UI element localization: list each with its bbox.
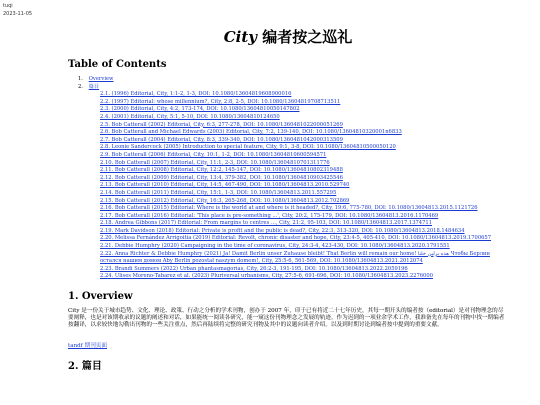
toc-subitem bbox=[100, 160, 508, 168]
toc-subitem bbox=[100, 91, 508, 99]
toc-number: 1. bbox=[78, 76, 83, 82]
toc-subitem bbox=[100, 243, 508, 251]
toc-subitem bbox=[100, 106, 508, 114]
toc-sublink[interactable]: 2.3. (2000) Editorial, City, 4:2, 173-174, DOI: 10.1080/13604810050147802 bbox=[100, 106, 300, 113]
toc-sublink[interactable]: 2.22. Anna Richter & Debbie Humphry (2021) Ja! Damit Berlin unser Zuhause bleibt! That Berlin will remain our home! هذه برلين خلنا Чтобы Берлин остался нашим домом Aby Berlin pozostał naszym domem!, City, 25:5-6, 561-569, DOI: 10.1080/13604813.2021.2012074 bbox=[100, 250, 490, 265]
toc-sublink[interactable]: 2.11. Bob Catterall (2008) Editorial, City, 12:2, 145-147, DOI: 10.1080/13604810802319488 bbox=[100, 167, 343, 174]
toc-sublink[interactable]: 2.2. (1997) Editorial: whose millennium?, City, 2:8, 2-5, DOI: 10.1080/13604819708713511 bbox=[100, 98, 341, 105]
toc-item-pianmu bbox=[78, 84, 508, 281]
toc-sublink[interactable]: 2.16. Bob Catterall (2015) Editorial: Where is the world at and where is it headed?, City, 19:6, 775-780, DOI: 10.1080/13604813.2015.1121726 bbox=[100, 205, 478, 212]
toc-sublink[interactable]: 2.24. Ulises Moreno-Tabarez et al. (2023) Pluriversal urbanisms, City, 27:5-6, 691-696, DOI: 10.1080/13604813.2023.2276000 bbox=[100, 273, 433, 280]
toc-subitem bbox=[100, 167, 508, 175]
section-heading-overview: 1. Overview bbox=[68, 291, 133, 303]
toc-sublink[interactable]: 2.17. Bob Catterall (2016) Editorial: 'This place is pre-something ...', City, 20:2, 175-179, DOI: 10.1080/13604813.2016.1170469 bbox=[100, 212, 439, 219]
toc-link-pianmu[interactable]: 篇目 bbox=[88, 83, 100, 90]
journal-page-link[interactable]: tandf 期刊页面 bbox=[68, 342, 107, 349]
toc-sublink[interactable]: 2.20. Melissa Fernández Arrigoitia (2019) Editorial: Revolt, chronic disaster and hope, City, 23:4-5, 405-410, DOI: 10.1080/13604813.2019.1700657 bbox=[100, 235, 492, 242]
toc-sublink[interactable]: 2.4. (2001) Editorial, City, 5:1, 5-10, DOI: 10.1080/13604810124650 bbox=[100, 113, 280, 120]
toc-sublist bbox=[78, 91, 508, 281]
toc-subitem bbox=[100, 251, 508, 266]
publish-date: 2023-11-05 bbox=[3, 11, 33, 17]
toc-item-overview bbox=[78, 76, 508, 84]
overview-paragraph: City 是一份关于城市趋势、文化、理论、政策、行动之分析的学术刊物，创办于 2007 年，印于已有将近二十七年历史，其每一期开头的编者按（editorial）是对刊物理念的尽要阐释，也是对该期收录的议题的阐述和对话，如果能统一阅读各研究，能一窥这份刊物理念之发展的轨迹。作为迟到的一项业余学术工作，我准备先在每年的刊物中找一期编者按翻译，以求较快地勾勒出刊物的一些关注重点，然后再陆续将完整的研究刊物及其中的议题向读者介绍。以及到时期讨论到编者按中提到的重要文献。 bbox=[68, 308, 505, 329]
toc-subitem bbox=[100, 152, 508, 160]
toc-subitem bbox=[100, 144, 508, 152]
author-name: tuqi bbox=[3, 3, 13, 9]
toc-subitem bbox=[100, 190, 508, 198]
toc-sublink[interactable]: 2.8. Leonie Sandercock (2005) Introduction to special feature, City, 9:1, 3-8, DOI: 10.1080/13604810500050120 bbox=[100, 144, 396, 151]
toc-sublink[interactable]: 2.12. Bob Catterall (2009) Editorial, City, 13:4, 379-382, DOI: 10.1080/13604810903425546 bbox=[100, 174, 343, 181]
toc-subitem bbox=[100, 220, 508, 228]
page-title: City 编者按之巡礼 bbox=[223, 28, 353, 46]
toc-sublink[interactable]: 2.14. Bob Catterall (2011) Editorial, City, 15:1, 1-3, DOI: 10.1080/13604813.2011.557295 bbox=[100, 189, 337, 196]
toc-heading: Table of Contents bbox=[68, 59, 167, 70]
toc-subitem bbox=[100, 235, 508, 243]
toc-sublink[interactable]: 2.18. Andrea Gibbons (2017) Editorial: From margins to centres ..., City, 21:2, 95-103, DOI: 10.1080/13604813.2017.1374711 bbox=[100, 220, 432, 227]
toc-subitem bbox=[100, 114, 508, 122]
toc-sublink[interactable]: 2.13. Bob Catterall (2010) Editorial, City, 14:5, 467-490, DOI: 10.1080/13604813.2010.529740 bbox=[100, 182, 350, 189]
toc-sublink[interactable]: 2.10. Bob Catterall (2007) Editorial, City, 11:1, 2-3, DOI: 10.1080/13604810701311776 bbox=[100, 159, 330, 166]
toc-subitem bbox=[100, 182, 508, 190]
document-body bbox=[68, 26, 508, 372]
toc-sublink[interactable]: 2.9. Bob Catterall (2006) Editorial, City, 10:1, 1-2, DOI: 10.1080/13604810600594571 bbox=[100, 151, 327, 158]
section-heading-pianmu: 2. 篇目 bbox=[68, 360, 102, 372]
toc-sublink[interactable]: 2.1. (1996) Editorial, City, 1:1-2, 1-3, DOI: 10.1080/13604819608900016 bbox=[100, 91, 292, 98]
toc-sublink[interactable]: 2.5. Bob Catterall (2002) Editorial, City, 6:3, 277-278, DOI: 10.1080/1360481022000051269 bbox=[100, 121, 343, 128]
toc-sublink[interactable]: 2.21. Debbie Humphry (2020) Campaigning in the time of coronavirus, City, 24:3-4, 423-430, DOI: 10.1080/13604813.2020.1791551 bbox=[100, 243, 450, 250]
toc-number: 2. bbox=[78, 83, 83, 90]
toc-sublink[interactable]: 2.15. Bob Catterall (2012) Editorial, City, 16:3, 265-268, DOI: 10.1080/13604813.2012.702869 bbox=[100, 197, 350, 204]
toc-sublink[interactable]: 2.7. Bob Catterall (2004) Editorial, City, 8:3, 339-340, DOI: 10.1080/1360481042000313509 bbox=[100, 136, 343, 143]
toc-subitem bbox=[100, 273, 508, 281]
toc-subitem bbox=[100, 205, 508, 213]
toc-sublink[interactable]: 2.6. Bob Catterall and Michael Edwards (2003) Editorial, City, 7:2, 139-140, DOI: 10.1080/13604810320001n6833 bbox=[100, 129, 402, 136]
toc-sublink[interactable]: 2.23. Brandi Summers (2022) Urban phantasmagorias, City, 26:2-3, 191-195, DOI: 10.1080/13604813.2022.2059196 bbox=[100, 265, 408, 272]
toc-subitem bbox=[100, 129, 508, 137]
toc-link-overview[interactable]: Overview bbox=[88, 76, 114, 82]
toc-sublink[interactable]: 2.19. Mark Davidson (2018) Editorial: Private is profit and the public is dead?, City, 22:3, 313-320, DOI: 10.1080/13604813.2018.1484634 bbox=[100, 227, 465, 234]
table-of-contents bbox=[68, 76, 508, 281]
toc-subitem bbox=[100, 198, 508, 206]
